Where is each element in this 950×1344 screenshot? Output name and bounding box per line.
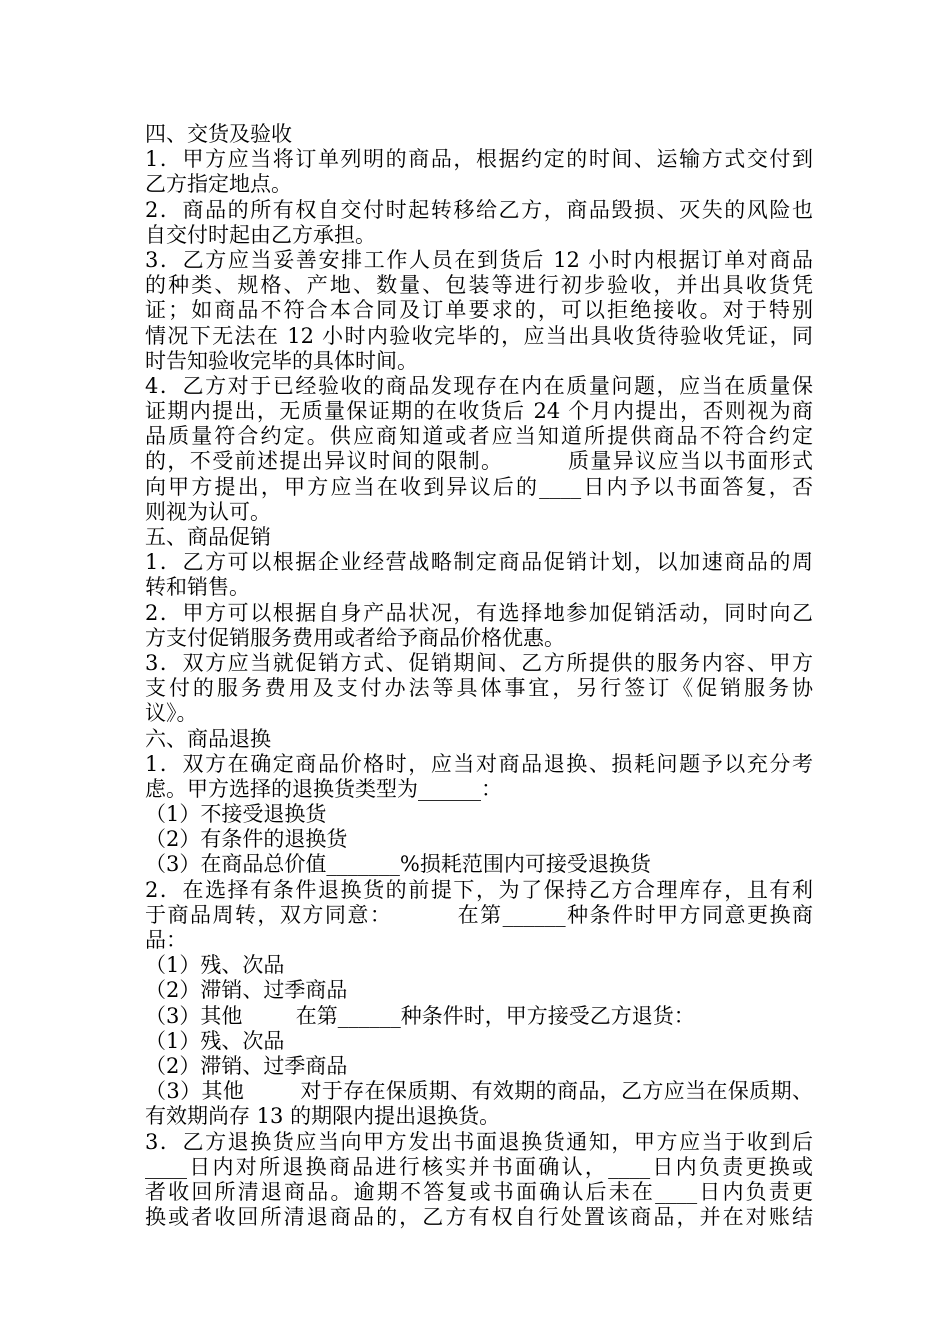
text-line: 品质量符合约定。供应商知道或者应当知道所提供商品不符合约定: [145, 424, 813, 449]
text-line: 4．乙方对于已经验收的商品发现存在内在质量问题，应当在质量保: [145, 373, 813, 398]
text-line: 2．甲方可以根据自身产品状况，有选择地参加促销活动，同时向乙: [145, 600, 813, 625]
text-line: 2．商品的所有权自交付时起转移给乙方，商品毁损、灭失的风险也: [145, 197, 813, 222]
text-line: 时告知验收完毕的具体时间。: [145, 348, 418, 373]
text-line: 2．在选择有条件退换货的前提下，为了保持乙方合理库存，且有利: [145, 877, 813, 902]
text-line: 则视为认可。: [145, 499, 271, 524]
text-line: 的种类、规格、产地、数量、包装等进行初步验收，并出具收货凭: [145, 273, 813, 298]
text-line: （1）残、次品: [145, 953, 285, 978]
document-page: [145, 122, 813, 1230]
text-line: 虑。甲方选择的退换货类型为______：: [145, 776, 502, 801]
text-line: 3．双方应当就促销方式、促销期间、乙方所提供的服务内容、甲方: [145, 650, 813, 675]
text-line: 议》。: [145, 701, 198, 726]
text-line: （3）在商品总价值_______%损耗范围内可接受退换货: [145, 852, 651, 877]
text-line: 自交付时起由乙方承担。: [145, 222, 376, 247]
text-line: 证；如商品不符合本合同及订单要求的，可以拒绝接收。对于特别: [145, 298, 813, 323]
text-line: 四、交货及验收: [145, 122, 292, 146]
text-line: 换或者收回所清退商品的，乙方有权自行处置该商品，并在对账结: [145, 1205, 813, 1230]
text-line: 1．乙方可以根据企业经营战略制定商品促销计划，以加速商品的周: [145, 550, 813, 575]
text-line: 3．乙方应当妥善安排工作人员在到货后 12 小时内根据订单对商品: [145, 247, 813, 272]
text-line: （2）有条件的退换货: [145, 827, 348, 852]
text-line: 者收回所清退商品。逾期不答复或书面确认后未在____日内负责更: [145, 1179, 813, 1204]
text-line: 支付的服务费用及支付办法等具体事宜，另行签订《促销服务协: [145, 676, 813, 701]
text-line: 品：: [145, 928, 187, 952]
text-line: 1．双方在确定商品价格时，应当对商品退换、损耗问题予以充分考: [145, 751, 813, 776]
text-line: 情况下无法在 12 小时内验收完毕的，应当出具收货待验收凭证，同: [145, 323, 813, 348]
text-line: ____日内对所退换商品进行核实并书面确认，____日内负责更换或: [145, 1154, 813, 1179]
text-line: （3）其他 在第______种条件时，甲方接受乙方退货：: [145, 1003, 695, 1028]
text-line: 1．甲方应当将订单列明的商品，根据约定的时间、运输方式交付到: [145, 147, 813, 172]
text-line: 于商品周转，双方同意： 在第______种条件时甲方同意更换商: [145, 902, 813, 927]
text-line: （1）不接受退换货: [145, 802, 327, 827]
text-line: 六、商品退换: [145, 726, 271, 751]
text-line: 向甲方提出，甲方应当在收到异议后的____日内予以书面答复，否: [145, 474, 813, 499]
text-line: 五、商品促销: [145, 525, 271, 549]
text-line: 方支付促销服务费用或者给予商品价格优惠。: [145, 625, 565, 650]
text-line: （2）滞销、过季商品: [145, 1053, 348, 1078]
text-line: 转和销售。: [145, 575, 250, 600]
text-line: 乙方指定地点。: [145, 172, 292, 197]
text-line: 3．乙方退换货应当向甲方发出书面退换货通知，甲方应当于收到后: [145, 1129, 813, 1154]
text-line: （1）残、次品: [145, 1028, 285, 1053]
text-line: 有效期尚存 13 的期限内提出退换货。: [145, 1104, 501, 1129]
text-line: 的，不受前述提出异议时间的限制。 质量异议应当以书面形式: [145, 449, 813, 474]
text-line: （2）滞销、过季商品: [145, 978, 348, 1003]
text-line: 证期内提出，无质量保证期的在收货后 24 个月内提出，否则视为商: [145, 399, 813, 424]
text-line: （3）其他 对于存在保质期、有效期的商品，乙方应当在保质期、: [145, 1079, 813, 1104]
